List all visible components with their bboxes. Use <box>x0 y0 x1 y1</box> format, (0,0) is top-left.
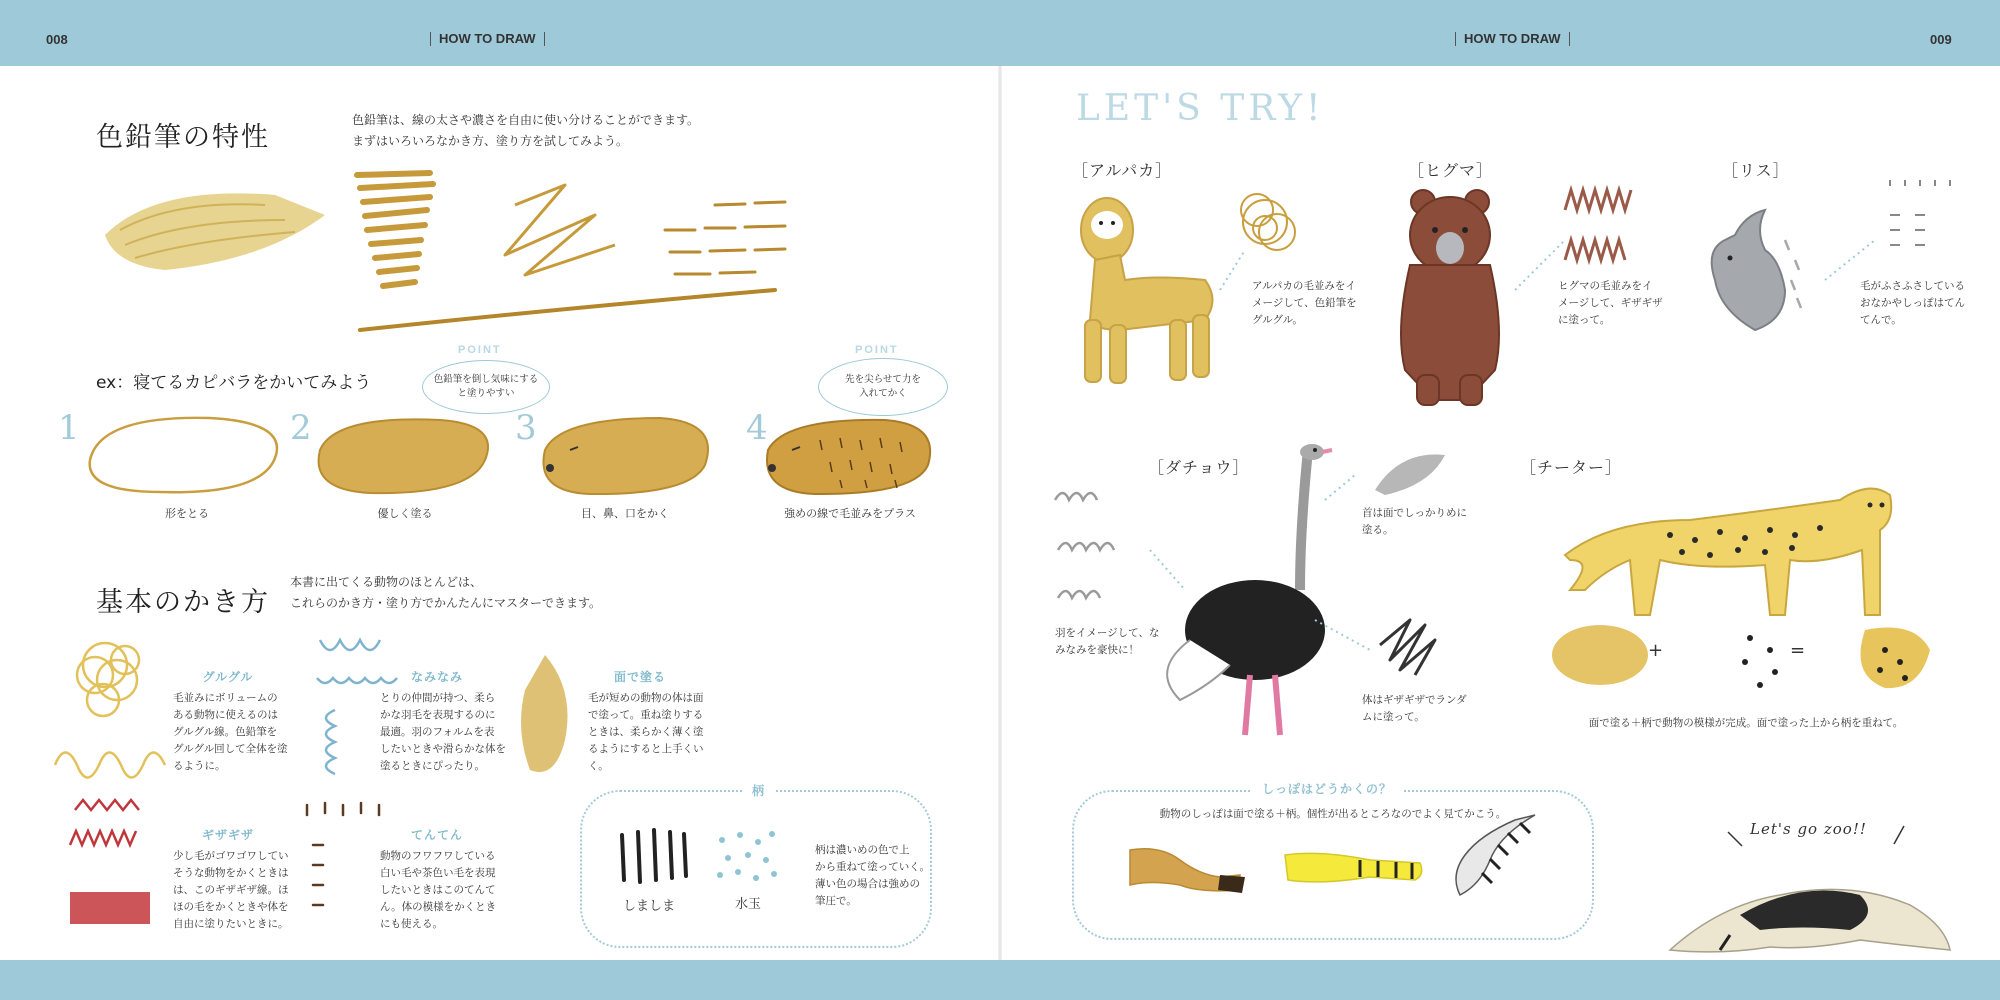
method-line: 動物のフワフワしている <box>380 850 496 862</box>
basic-intro-line: 本書に出てくる動物のほとんどは、 <box>290 575 483 589</box>
alpaca-line: メージして、色鉛筆を <box>1252 297 1357 309</box>
method-line: したいときや滑らかな体を <box>380 743 506 755</box>
method-illustrations <box>45 630 605 950</box>
step-caption-1: 形をとる <box>165 507 209 520</box>
ostrich-neck-text <box>1362 505 1467 539</box>
method-text-mendenuru <box>588 690 704 775</box>
pencil-strokes-illustration <box>95 170 755 340</box>
cheetah-equals-sign: = <box>1790 640 1806 661</box>
method-text-naminami <box>380 690 506 775</box>
method-line: グルグル回して全体を塗 <box>173 743 288 755</box>
page-gutter <box>998 66 1002 960</box>
lets-go-zoo-text: Let's go zoo!! <box>1750 820 1867 838</box>
tip-line: 先を尖らせて力を <box>845 374 921 385</box>
header-band <box>0 0 2000 66</box>
step-number-1: 1 <box>58 408 80 448</box>
point-label-1: POINT <box>458 344 502 356</box>
method-title-naminami: なみなみ <box>410 670 463 684</box>
method-line: 自由に塗りたいときに。 <box>173 918 289 930</box>
page-number-right: 009 <box>1930 32 1952 47</box>
method-title-gizagiza: ギザギザ <box>201 828 254 842</box>
method-title-mendenuru: 面で塗る <box>613 670 666 684</box>
point-label-2: POINT <box>855 344 899 356</box>
pattern-line: 薄い色の場合は強めの <box>815 878 920 890</box>
tail-box-title: しっぽはどうかくの？ <box>1252 780 1402 797</box>
tip-bubble-1 <box>422 360 550 414</box>
alpaca-line: アルパカの毛並みをイ <box>1252 280 1356 292</box>
ostrich-body-text <box>1362 692 1467 726</box>
squirrel-line: てんで。 <box>1860 314 1902 326</box>
pattern-box-title: 柄 <box>742 782 775 799</box>
ostrich-line: 体はギザギザでランダ <box>1362 694 1467 706</box>
method-line: そうな動物をかくときは <box>173 867 289 879</box>
squirrel-line: 毛がふさふさしている <box>1860 280 1965 292</box>
step-caption-4: 強めの線で毛並みをプラス <box>784 507 916 520</box>
intro-text <box>352 110 699 152</box>
pattern-line: 柄は濃いめの色で上 <box>815 844 910 856</box>
step-caption-2: 優しく塗る <box>377 507 433 520</box>
step-caption-3: 目、鼻、口をかく <box>581 507 669 520</box>
method-line: は、このギザギザ線。ほ <box>173 884 289 896</box>
method-line: グルグル線。色鉛筆を <box>173 726 278 738</box>
pattern-text <box>815 842 930 910</box>
pattern-swatches <box>610 820 790 900</box>
method-line: 少し毛がゴワゴワしてい <box>173 850 289 862</box>
bear-text <box>1558 278 1663 329</box>
method-text-guruguru <box>173 690 288 775</box>
ostrich-line: ムに塗って。 <box>1362 711 1425 723</box>
animal-name-alpaca: ［アルパカ］ <box>1072 161 1173 180</box>
alpaca-line: グルグル。 <box>1252 314 1303 326</box>
bear-line: に塗って。 <box>1558 314 1611 326</box>
running-head-right: HOW TO DRAW <box>1455 32 1570 46</box>
animal-name-ostrich: ［ダチョウ］ <box>1148 458 1250 477</box>
method-line: ある動物に使えるのは <box>173 709 278 721</box>
pattern-line: 筆圧で。 <box>815 895 857 907</box>
ostrich-feather-text <box>1055 625 1159 659</box>
basic-intro-line: これらのかき方・塗り方でかんたんにマスターできます。 <box>290 596 602 610</box>
basic-intro <box>290 572 601 614</box>
method-line: 最適。羽のフォルムを表 <box>380 726 495 738</box>
tip-line: 入れてかく <box>859 388 907 399</box>
page-number-left: 008 <box>46 32 68 47</box>
capybara-steps-illustration <box>80 410 960 502</box>
tip-line: 色鉛筆を倒し気味にする <box>433 374 539 385</box>
animal-name-bear: ［ヒグマ］ <box>1408 161 1494 180</box>
method-line: ほの毛をかくときや体を <box>173 901 289 913</box>
method-line: かな羽毛を表現するのに <box>380 709 496 721</box>
step-number-2: 2 <box>290 408 312 448</box>
animals-row2-illustration <box>1050 440 1950 750</box>
method-line: るようにすると上手くい <box>588 743 704 755</box>
footer-band <box>0 960 2000 1000</box>
method-line: く。 <box>588 760 609 772</box>
ostrich-line: 羽をイメージして、な <box>1055 627 1160 639</box>
method-title-guruguru: グルグル <box>202 670 254 684</box>
cheetah-caption: 面で塗る＋柄で動物の模様が完成。面で塗った上から柄を重ねて。 <box>1588 717 1904 729</box>
method-line: 毛が短めの動物の体は面 <box>588 692 704 704</box>
tip-line: と塗りやすい <box>457 388 515 399</box>
method-line: 毛並みにボリュームの <box>173 692 278 704</box>
tail-box-text: 動物のしっぽは面で塗る＋柄。個性が出るところなのでよく見てかこう。 <box>1159 808 1507 820</box>
method-line: るように。 <box>173 760 226 772</box>
squirrel-line: おなかやしっぽはてん <box>1860 297 1965 309</box>
pattern-label-dots: 水玉 <box>734 897 761 912</box>
step-number-4: 4 <box>746 408 768 448</box>
section-title-basic-methods: 基本のかき方 <box>96 587 270 618</box>
method-line: したいときはこのてんて <box>380 884 496 896</box>
method-text-tenten <box>380 848 496 933</box>
capybara-exercise-title: ex：寝てるカピバラをかいてみよう <box>96 373 372 393</box>
pattern-line: から重ねて塗っていく。 <box>815 861 931 873</box>
pattern-label-stripes: しましま <box>622 899 675 914</box>
tail-examples <box>1120 815 1550 915</box>
running-head-left: HOW TO DRAW <box>430 32 545 46</box>
method-line: ん。体の模様をかくとき <box>380 901 497 913</box>
method-line: 塗るときにぴったり。 <box>380 760 485 772</box>
intro-line: 色鉛筆は、線の太さや濃さを自由に使い分けることができます。 <box>352 113 700 127</box>
method-line: ときは、柔らかく薄く塗 <box>588 726 704 738</box>
method-line: で塗って。重ね塗りする <box>588 709 704 721</box>
animal-name-squirrel: ［リス］ <box>1722 161 1790 180</box>
cheetah-plus-sign: + <box>1648 640 1664 661</box>
method-line: 白い毛や茶色い毛を表現 <box>380 867 496 879</box>
bear-line: ヒグマの毛並みをイ <box>1558 280 1653 292</box>
bear-line: メージして、ギザギザ <box>1558 297 1663 309</box>
squirrel-text <box>1860 278 1965 329</box>
zoo-accent-lines <box>1722 818 1912 868</box>
method-text-gizagiza <box>173 848 289 933</box>
animals-row1-illustration <box>1065 180 1995 420</box>
step-number-3: 3 <box>515 408 537 448</box>
section-title-characteristics: 色鉛筆の特性 <box>96 122 270 153</box>
lets-try-title: LET'S TRY! <box>1076 88 1325 129</box>
anteater-illustration <box>1660 855 1960 965</box>
animal-name-cheetah: ［チーター］ <box>1520 458 1623 477</box>
ostrich-line: みなみを豪快に！ <box>1055 644 1139 656</box>
intro-line: まずはいろいろなかき方、塗り方を試してみよう。 <box>352 134 629 148</box>
method-line: とりの仲間が持つ、柔ら <box>380 692 496 704</box>
method-line: にも使える。 <box>380 918 443 930</box>
alpaca-text <box>1252 278 1357 329</box>
method-title-tenten: てんてん <box>410 828 463 842</box>
tip-bubble-2 <box>818 358 948 416</box>
ostrich-line: 塗る。 <box>1362 524 1394 536</box>
ostrich-line: 首は面でしっかりめに <box>1362 507 1467 519</box>
